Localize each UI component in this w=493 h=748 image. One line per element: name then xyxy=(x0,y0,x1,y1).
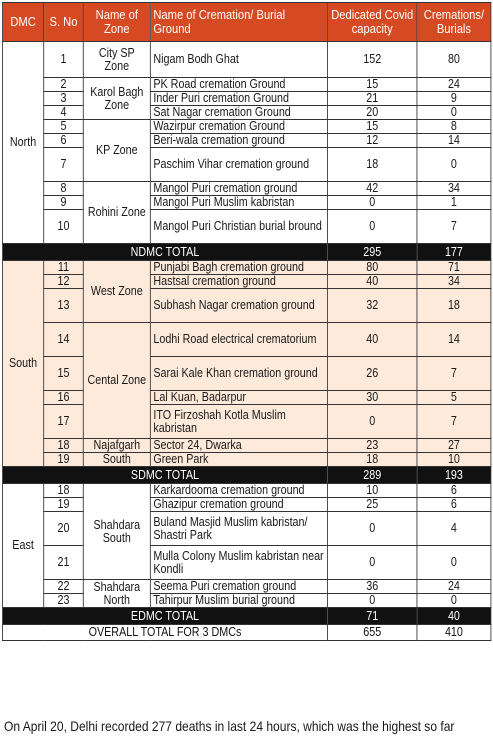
ground-cell: Sector 24, Dwarka xyxy=(150,439,327,453)
ground-cell: Sarai Kale Khan cremation ground xyxy=(150,357,327,391)
capacity-cell: 40 xyxy=(328,275,417,289)
cremations-cell: 7 xyxy=(417,210,491,244)
capacity-cell: 0 xyxy=(328,512,417,546)
sno-cell: 14 xyxy=(44,323,84,357)
cremations-cell: 0 xyxy=(417,546,491,580)
sno-cell: 21 xyxy=(44,546,84,580)
table-row xyxy=(2,210,490,244)
overall-total-row xyxy=(2,625,490,641)
cremations-cell: 10 xyxy=(417,453,491,467)
cremations-cell: 14 xyxy=(417,323,491,357)
cremations-cell: 6 xyxy=(417,498,491,512)
sno-cell: 15 xyxy=(44,357,84,391)
ground-cell: Inder Puri cremation Ground xyxy=(150,92,327,106)
capacity-cell: 15 xyxy=(328,78,417,92)
cremations-cell: 7 xyxy=(417,405,491,439)
table-row xyxy=(2,580,490,594)
sno-cell: 1 xyxy=(44,42,84,78)
ground-cell: PK Road cremation Ground xyxy=(150,78,327,92)
table-row xyxy=(2,182,490,196)
capacity-cell: 152 xyxy=(328,42,417,78)
ground-cell: Sat Nagar cremation Ground xyxy=(150,106,327,120)
caption: On April 20, Delhi recorded 277 deaths in last 24 hours, which was the highest so far xyxy=(4,718,455,734)
sno-cell: 5 xyxy=(44,120,84,134)
capacity-cell: 32 xyxy=(328,289,417,323)
dmc-north: North xyxy=(2,42,43,244)
table-row xyxy=(2,275,490,289)
capacity-cell: 10 xyxy=(328,484,417,498)
capacity-cell: 21 xyxy=(328,92,417,106)
capacity-cell: 15 xyxy=(328,120,417,134)
table-row xyxy=(2,261,490,275)
cremations-cell: 9 xyxy=(417,92,491,106)
sno-cell: 13 xyxy=(44,289,84,323)
capacity-cell: 23 xyxy=(328,439,417,453)
total-capacity: 71 xyxy=(328,608,417,625)
overall-capacity: 655 xyxy=(328,625,417,641)
sno-cell: 10 xyxy=(44,210,84,244)
capacity-cell: 40 xyxy=(328,323,417,357)
ground-cell: Lal Kuan, Badarpur xyxy=(150,391,327,405)
cremation-table xyxy=(2,2,491,641)
cremations-cell: 34 xyxy=(417,182,491,196)
total-label: SDMC TOTAL xyxy=(2,467,327,484)
total-cremations: 193 xyxy=(417,467,491,484)
sno-cell: 18 xyxy=(44,484,84,498)
header-dmc: DMC xyxy=(2,3,43,42)
sno-cell: 17 xyxy=(44,405,84,439)
table-row xyxy=(2,106,490,120)
capacity-cell: 26 xyxy=(328,357,417,391)
zone-central: Cental Zone xyxy=(83,323,150,439)
cremations-cell: 27 xyxy=(417,439,491,453)
sno-cell: 18 xyxy=(44,439,84,453)
total-capacity: 289 xyxy=(328,467,417,484)
cremations-cell: 24 xyxy=(417,580,491,594)
sno-cell: 23 xyxy=(44,594,84,608)
capacity-cell: 0 xyxy=(328,196,417,210)
table-row xyxy=(2,391,490,405)
cremations-cell: 0 xyxy=(417,148,491,182)
cremations-cell: 0 xyxy=(417,594,491,608)
table-row xyxy=(2,357,490,391)
capacity-cell: 0 xyxy=(328,546,417,580)
ground-cell: Beri-wala cremation ground xyxy=(150,134,327,148)
sno-cell: 20 xyxy=(44,512,84,546)
overall-label: OVERALL TOTAL FOR 3 DMCs xyxy=(2,625,327,641)
table-row xyxy=(2,484,490,498)
capacity-cell: 25 xyxy=(328,498,417,512)
table-row xyxy=(2,120,490,134)
sno-cell: 11 xyxy=(44,261,84,275)
table-row xyxy=(2,42,490,78)
sno-cell: 19 xyxy=(44,498,84,512)
capacity-cell: 36 xyxy=(328,580,417,594)
ground-cell: Ghazipur cremation ground xyxy=(150,498,327,512)
ground-cell: Mangol Puri cremation ground xyxy=(150,182,327,196)
total-row-edmc xyxy=(2,608,490,625)
zone-karol-bagh: Karol Bagh Zone xyxy=(83,78,150,120)
table-row xyxy=(2,594,490,608)
header-row xyxy=(2,3,490,42)
cremations-cell: 8 xyxy=(417,120,491,134)
dmc-south: South xyxy=(2,261,43,467)
zone-west: West Zone xyxy=(83,261,150,323)
dmc-east: East xyxy=(2,484,43,608)
ground-cell: Buland Masjid Muslim kabristan/ Shastri Park xyxy=(150,512,327,546)
table-row xyxy=(2,512,490,546)
ground-cell: Mangol Puri Muslim kabristan xyxy=(150,196,327,210)
sno-cell: 9 xyxy=(44,196,84,210)
capacity-cell: 0 xyxy=(328,405,417,439)
header-zone: Name of Zone xyxy=(83,3,150,42)
cremations-cell: 34 xyxy=(417,275,491,289)
table-row xyxy=(2,546,490,580)
sno-cell: 12 xyxy=(44,275,84,289)
ground-cell: Seema Puri cremation ground xyxy=(150,580,327,594)
zone-rohini: Rohini Zone xyxy=(83,182,150,244)
capacity-cell: 42 xyxy=(328,182,417,196)
ground-cell: Paschim Vihar cremation ground xyxy=(150,148,327,182)
sno-cell: 22 xyxy=(44,580,84,594)
zone-city-sp: City SP Zone xyxy=(83,42,150,78)
capacity-cell: 0 xyxy=(328,210,417,244)
sno-cell: 6 xyxy=(44,134,84,148)
table-row xyxy=(2,134,490,148)
total-label: EDMC TOTAL xyxy=(2,608,327,625)
ground-cell: Nigam Bodh Ghat xyxy=(150,42,327,78)
capacity-cell: 0 xyxy=(328,594,417,608)
ground-cell: Wazirpur cremation Ground xyxy=(150,120,327,134)
zone-kp: KP Zone xyxy=(83,120,150,182)
ground-cell: Mangol Puri Christian burial bround xyxy=(150,210,327,244)
capacity-cell: 18 xyxy=(328,453,417,467)
cremations-cell: 5 xyxy=(417,391,491,405)
header-sno: S. No xyxy=(44,3,84,42)
total-label: NDMC TOTAL xyxy=(2,244,327,261)
cremations-cell: 71 xyxy=(417,261,491,275)
total-row-sdmc xyxy=(2,467,490,484)
ground-cell: Punjabi Bagh cremation ground xyxy=(150,261,327,275)
capacity-cell: 20 xyxy=(328,106,417,120)
header-capacity: Dedicated Covid capacity xyxy=(328,3,417,42)
cremations-cell: 24 xyxy=(417,78,491,92)
cremations-cell: 7 xyxy=(417,357,491,391)
table-row xyxy=(2,498,490,512)
sno-cell: 19 xyxy=(44,453,84,467)
cremations-cell: 1 xyxy=(417,196,491,210)
ground-cell: Hastsal cremation ground xyxy=(150,275,327,289)
cremations-cell: 6 xyxy=(417,484,491,498)
overall-cremations: 410 xyxy=(417,625,491,641)
table-row xyxy=(2,439,490,453)
ground-cell: Mulla Colony Muslim kabristan near Kondli xyxy=(150,546,327,580)
table-row xyxy=(2,78,490,92)
capacity-cell: 80 xyxy=(328,261,417,275)
capacity-cell: 18 xyxy=(328,148,417,182)
sno-cell: 7 xyxy=(44,148,84,182)
total-capacity: 295 xyxy=(328,244,417,261)
table-row xyxy=(2,148,490,182)
ground-cell: Subhash Nagar cremation ground xyxy=(150,289,327,323)
cremations-cell: 18 xyxy=(417,289,491,323)
table-row xyxy=(2,289,490,323)
sno-cell: 8 xyxy=(44,182,84,196)
ground-cell: ITO Firzoshah Kotla Muslim kabristan xyxy=(150,405,327,439)
zone-shahdara-south: Shahdara South xyxy=(83,484,150,580)
sno-cell: 3 xyxy=(44,92,84,106)
total-row-ndmc xyxy=(2,244,490,261)
table-row xyxy=(2,453,490,467)
total-cremations: 40 xyxy=(417,608,491,625)
header-cremations: Cremations/ Burials xyxy=(417,3,491,42)
table-row xyxy=(2,196,490,210)
cremations-cell: 4 xyxy=(417,512,491,546)
table-row xyxy=(2,323,490,357)
cremations-cell: 0 xyxy=(417,106,491,120)
capacity-cell: 12 xyxy=(328,134,417,148)
zone-shahdara-north: Shahdara North xyxy=(83,580,150,608)
sno-cell: 4 xyxy=(44,106,84,120)
cremations-cell: 80 xyxy=(417,42,491,78)
capacity-cell: 30 xyxy=(328,391,417,405)
table-row xyxy=(2,405,490,439)
table-row xyxy=(2,92,490,106)
ground-cell: Karkardooma cremation ground xyxy=(150,484,327,498)
sno-cell: 16 xyxy=(44,391,84,405)
ground-cell: Tahirpur Muslim burial ground xyxy=(150,594,327,608)
total-cremations: 177 xyxy=(417,244,491,261)
ground-cell: Lodhi Road electrical crematorium xyxy=(150,323,327,357)
zone-south: South xyxy=(83,453,150,467)
sno-cell: 2 xyxy=(44,78,84,92)
header-ground: Name of Cremation/ Burial Ground xyxy=(150,3,327,42)
cremations-cell: 14 xyxy=(417,134,491,148)
zone-najafgarh: Najafgarh xyxy=(83,439,150,453)
ground-cell: Green Park xyxy=(150,453,327,467)
